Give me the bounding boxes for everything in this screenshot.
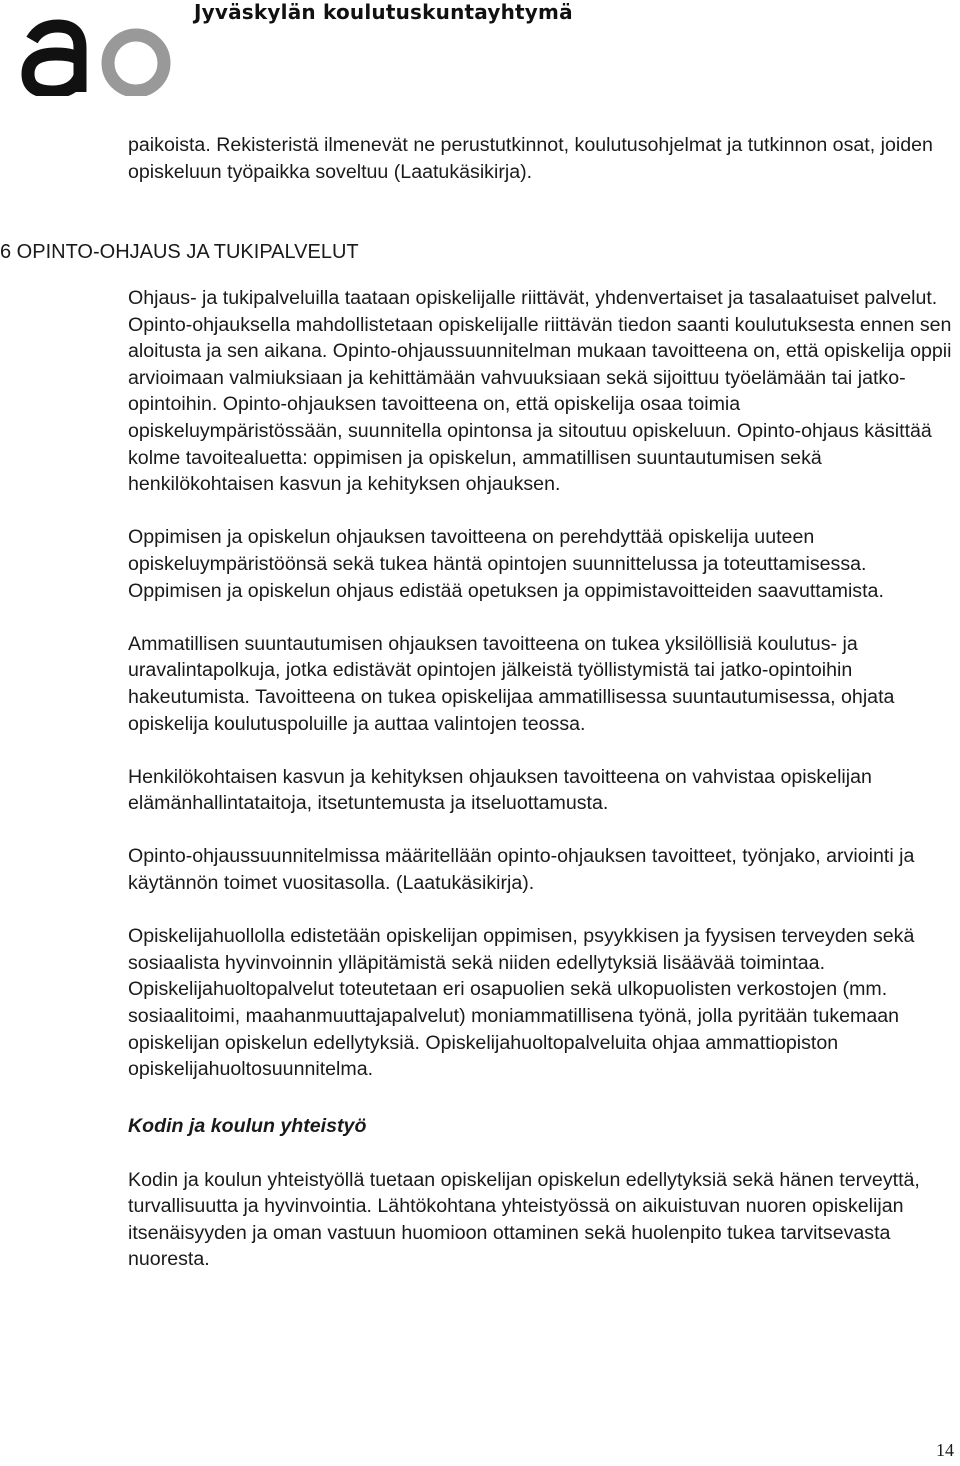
paragraph-ohjaus: Ohjaus- ja tukipalveluilla taataan opiskelijalle riittävät, yhdenvertaiset ja tasalaatuiset palvelut. Opinto-ohjauksella mahdollistetaan opiskelijalle riittävän tiedon saanti koulutuksesta ennen sen aloitusta ja sen aikana. Opinto-ohjaussuunnitelman mukaan tavoitteena on, että opiskelija oppii arvioimaan valmiuksiaan ja kehittämään vahvuuksiaan sekä sijoittuu työelämään tai jatko-opintoihin. Opinto-ohjauksen tavoitteena on, että opiskelija osaa toimia opiskeluympäristössään, suunnitella opintonsa ja sitoutuu opiskeluun. Opinto-ohjaus käsittää kolme tavoitealuetta: oppimisen ja opiskelun, ammatillisen suuntautumisen sekä henkilökohtaisen kasvun ja kehityksen ohjauksen. (128, 287, 952, 496)
paragraph-oppiminen: Oppimisen ja opiskelun ohjauksen tavoitteena on perehdyttää opiskelija uuteen opiskeluympäristöönsä sekä tukea häntä opintojen suunnittelussa ja toteuttamisessa. Oppimisen ja opiskelun ohjaus edistää opetuksen ja oppimistavoitteiden saavuttamista. (128, 526, 884, 602)
ao-logo (18, 14, 174, 96)
section-heading: 6 OPINTO-OHJAUS JA TUKIPALVELUT (0, 241, 359, 263)
subheading-kodin-ja-koulun: Kodin ja koulun yhteistyö (128, 1115, 367, 1138)
page-number: 14 (936, 1440, 954, 1460)
continuation-paragraph: paikoista. Rekisteristä ilmenevät ne perustutkinnot, koulutusohjelmat ja tutkinnon osat, joiden opiskeluun työpaikka soveltuu (Laatukäsikirja). (128, 134, 933, 183)
paragraph-yhteistyo: Kodin ja koulun yhteistyöllä tuetaan opiskelijan opiskelun edellytyksiä sekä hänen terveyttä, turvallisuutta ja hyvinvointia. Lähtökohtana yhteistyössä on aikuistuvan nuoren opiskelijan itsenäisyyden ja oman vastuun huomioon ottaminen sekä huolenpito tukea tarvitsevasta nuoresta. (128, 1168, 920, 1271)
body-content (128, 285, 954, 1300)
paragraph-henkilokohtainen: Henkilökohtaisen kasvun ja kehityksen ohjauksen tavoitteena on vahvistaa opiskelijan elämänhallintataitoja, itsetuntemusta ja itseluottamusta. (128, 765, 872, 815)
paragraph-ammatillinen: Ammatillisen suuntautumisen ohjauksen tavoitteena on tukea yksilöllisiä koulutus- ja uravalintapolkuja, jotka edistävät opintojen jälkeistä työllistymistä tai jatko-opintoihin hakeutumista. Tavoitteena on tukea opiskelijaa ammatillisessa suuntautumisessa, ohjata opiskelija koulutuspoluille ja auttaa valintojen teossa. (128, 632, 895, 735)
organization-name: Jyväskylän koulutuskuntayhtymä (194, 0, 573, 24)
paragraph-suunnitelmat: Opinto-ohjaussuunnitelmissa määritellään opinto-ohjauksen tavoitteet, työnjako, arviointi ja käytännön toimet vuositasolla. (Laatukäsikirja). (128, 845, 915, 895)
continuation-block (128, 132, 954, 185)
paragraph-opiskelijahuolto: Opiskelijahuollolla edistetään opiskelijan oppimisen, psyykkisen ja fyysisen terveyden sekä sosiaalista hyvinvoinnin ylläpitämistä sekä niiden edellytyksiä lisäävää toimintaa. Opiskelijahuoltopalvelut toteutetaan eri osapuolien sekä ulkopuolisten verkostojen (mm. sosiaalitoimi, maahanmuuttajapalvelut) moniammatillisena työnä, jolla pyritään tukemaan opiskelijan opiskelun edellytyksiä. Opiskelijahuoltopalveluita ohjaa ammattiopiston opiskelijahuoltosuunnitelma. (128, 925, 915, 1081)
